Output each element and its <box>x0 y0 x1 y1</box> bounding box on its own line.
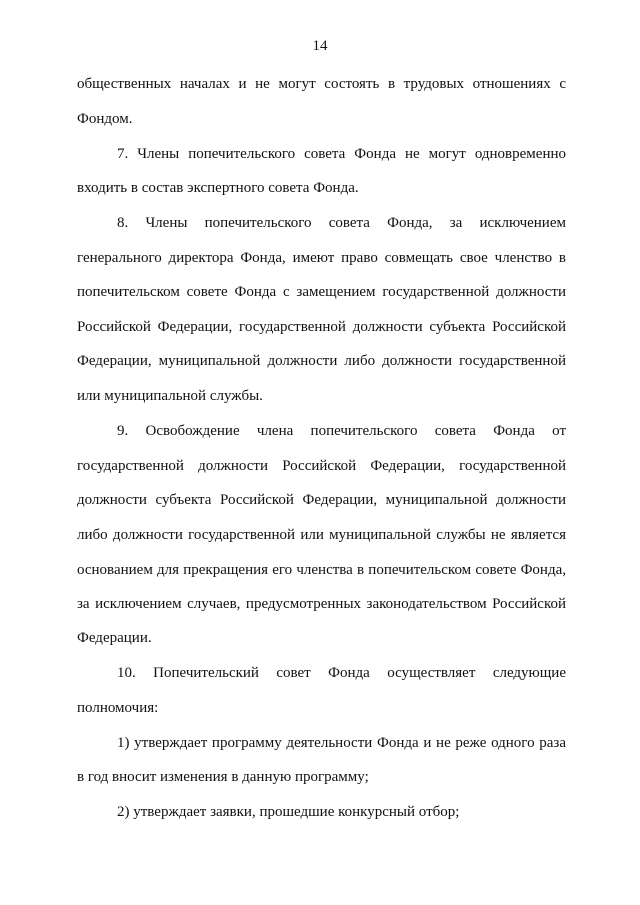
text-line: Российской Федерации, государственной должности субъекта Российской <box>77 319 566 335</box>
text-line: либо должности государственной или муниципальной службы не является <box>77 527 566 543</box>
text-line: Федерации. <box>77 630 152 646</box>
page-number: 14 <box>312 38 328 54</box>
text-line: полномочия: <box>77 700 159 716</box>
list-item-2-line: 2) утверждает заявки, прошедшие конкурсный отбор; <box>117 804 460 820</box>
text-line: генерального директора Фонда, имеют право совмещать свое членство в <box>77 250 566 266</box>
text-line: или муниципальной службы. <box>77 388 263 404</box>
text-line: должности субъекта Российской Федерации, муниципальной должности <box>77 492 566 508</box>
text-line: за исключением случаев, предусмотренных законодательством Российской <box>77 596 566 612</box>
paragraph-10-line: 10. Попечительский совет Фонда осуществляет следующие <box>117 665 566 681</box>
text-line: Федерации, муниципальной должности либо должности государственной <box>77 353 566 369</box>
paragraph-9-line: 9. Освобождение члена попечительского совета Фонда от <box>117 423 566 439</box>
paragraph-7-line: 7. Члены попечительского совета Фонда не могут одновременно <box>117 146 566 162</box>
text-line: общественных началах и не могут состоять в трудовых отношениях с <box>77 76 566 92</box>
text-line: попечительском совете Фонда с замещением государственной должности <box>77 284 566 300</box>
text-line: основанием для прекращения его членства в попечительском совете Фонда, <box>77 562 566 578</box>
text-line: Фондом. <box>77 111 133 127</box>
paragraph-8-line: 8. Члены попечительского совета Фонда, за исключением <box>117 215 566 231</box>
text-line: в год вносит изменения в данную программу; <box>77 769 369 785</box>
text-line: государственной должности Российской Федерации, государственной <box>77 458 566 474</box>
text-line: входить в состав экспертного совета Фонда. <box>77 180 359 196</box>
list-item-1-line: 1) утверждает программу деятельности Фонда и не реже одного раза <box>117 735 566 751</box>
